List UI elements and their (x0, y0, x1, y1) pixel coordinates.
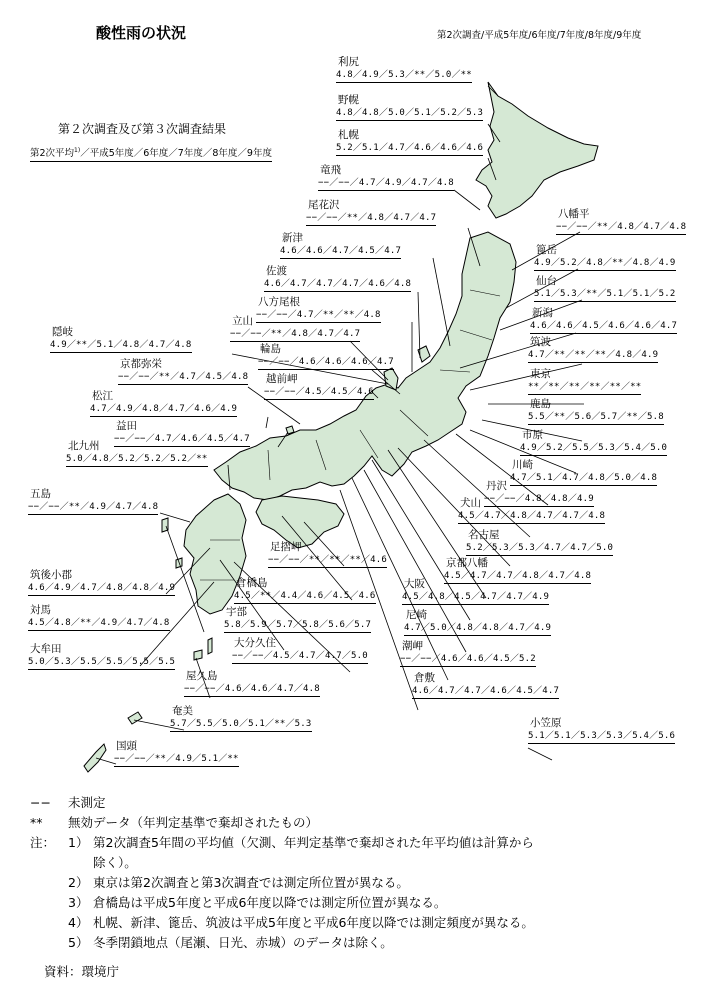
station-ashizuri (268, 541, 387, 568)
note-5 (30, 933, 534, 953)
station-name: 八幡平 (558, 208, 590, 220)
legend-text: 無効データ（年判定基準で棄却されたもの） (68, 815, 319, 830)
station-values: 4.6／4.7／4.7／4.7／4.6／4.8 (264, 278, 411, 292)
station-values: 5.1／5.3／**／5.1／5.1／5.2 (534, 288, 676, 302)
note-3 (30, 893, 534, 913)
station-rishiri (336, 56, 472, 83)
station-values: 4.8／4.9／5.3／**／5.0／** (336, 69, 472, 83)
station-inuyama (458, 497, 605, 524)
station-name: 奄美 (172, 705, 193, 717)
station-shionomisaki (400, 640, 536, 667)
station-kyotoyasaka (118, 358, 248, 385)
note-text-cont: 除く）。 (93, 855, 137, 870)
yakushima-island (194, 650, 202, 660)
survey-heading: 第２次調査及び第３次調査結果 (58, 122, 227, 136)
legend-text: 未測定 (68, 795, 106, 810)
survey-legend-post: ／平成5年度／6年度／7年度／8年度／9年度 (80, 148, 272, 159)
station-ogasawara (528, 717, 675, 744)
station-chikugo (28, 569, 175, 596)
station-name: 倉敷 (414, 672, 435, 684)
legend-key: ** (30, 815, 43, 830)
station-name: 仙台 (536, 275, 557, 287)
station-name: 対馬 (30, 604, 51, 616)
station-name: 尼崎 (406, 609, 427, 621)
legend-not-measured (30, 793, 534, 813)
station-name: 潮岬 (402, 640, 423, 652)
station-ichihara (520, 429, 667, 456)
station-values: 4.5／4.8／**／4.9／4.7／4.8 (28, 617, 170, 631)
station-name: 大阪 (404, 578, 425, 590)
station-name: 足摺岬 (270, 541, 302, 553)
station-values: 4.7／5.0／4.8／4.8／4.7／4.9 (404, 622, 551, 636)
station-values: 5.8／5.9／5.7／5.8／5.6／5.7 (224, 619, 371, 633)
station-values: 4.5／4.8／4.5／4.7／4.7／4.9 (402, 591, 549, 605)
station-name: 大分久住 (234, 637, 276, 649)
station-sado (264, 265, 411, 292)
station-yakushima (184, 670, 320, 697)
station-values: **／**／**／**／**／** (528, 381, 641, 395)
station-values: 4.6／4.6／4.7／4.5／4.7 (280, 245, 401, 259)
station-matsue (90, 390, 237, 417)
station-values: −−／−−／**／4.8／4.7／4.7 (230, 328, 360, 342)
note-number: 3） (68, 895, 89, 910)
station-name: 竜飛 (320, 164, 341, 176)
note-text: 第2次調査5年間の平均値（欠測、年判定基準で棄却された年平均値は計算から (93, 835, 534, 850)
note-1-cont (30, 853, 534, 873)
station-name: 川崎 (512, 459, 533, 471)
station-name: 犬山 (460, 497, 481, 509)
station-name: 佐渡 (266, 265, 287, 277)
notes-label: 注： (30, 835, 56, 850)
station-kashima (528, 398, 664, 425)
station-values: 5.7／5.5／5.0／5.1／**／5.3 (170, 718, 312, 732)
station-name: 小笠原 (530, 717, 562, 729)
station-values: 5.0／5.3／5.5／5.5／5.5／5.5 (28, 656, 175, 670)
station-name: 宇部 (226, 606, 247, 618)
station-values: −−／−−／**／4.7／4.5／4.8 (118, 371, 248, 385)
station-name: 利尻 (338, 56, 359, 68)
station-amami (170, 705, 312, 732)
station-values: −−／−−／4.6／4.6／4.5／5.2 (400, 653, 536, 667)
station-name: 市原 (522, 429, 543, 441)
station-kunigami (114, 740, 239, 767)
station-name: 益田 (116, 420, 137, 432)
station-oita (232, 637, 368, 664)
station-kurahashi (234, 577, 376, 604)
station-values: 4.9／**／5.1／4.8／4.7／4.8 (50, 339, 192, 353)
note-text: 札幌、新津、篦岳、筑波は平成5年度と平成6年度以降では測定頻度が異なる。 (93, 915, 534, 930)
survey-legend-sup: 1) (74, 146, 81, 154)
station-values: −−／−−／**／**／**／4.6 (268, 554, 387, 568)
station-name: 新津 (282, 232, 303, 244)
station-tappi (318, 164, 454, 191)
amami-island (128, 712, 142, 724)
station-values: −−／−−／4.7／4.9／4.7／4.8 (318, 177, 454, 191)
station-hachimantai (556, 208, 686, 235)
station-omuta (28, 643, 175, 670)
station-kurashiki (412, 672, 559, 699)
station-values: 4.6／4.6／4.5／4.6／4.6／4.7 (530, 320, 677, 334)
station-values: 4.7／4.9／4.8／4.7／4.6／4.9 (90, 403, 237, 417)
survey-legend-pre: 第2次平均 (30, 148, 75, 159)
station-values: 4.5／**／4.4／4.6／4.5／4.6 (234, 590, 376, 604)
station-sendai (534, 275, 676, 302)
station-tsushima (28, 604, 170, 631)
station-echizen (264, 373, 374, 400)
station-tsukuba (528, 336, 658, 363)
station-name: 越前岬 (266, 373, 298, 385)
station-amagasaki (404, 609, 551, 636)
station-name: 東京 (530, 368, 551, 380)
station-goto (28, 488, 158, 515)
station-name: 大牟田 (30, 643, 62, 655)
note-number: 2） (68, 875, 89, 890)
station-sapporo (336, 129, 483, 156)
source-credit: 資料：環境庁 (44, 964, 120, 979)
station-values: −−／−−／4.7／**／**／4.8 (256, 309, 381, 323)
station-values: −−／−−／4.6／4.6／4.7／4.8 (184, 683, 320, 697)
note-1 (30, 833, 534, 853)
station-values: 4.5／4.7／4.8／4.7／4.7／4.8 (458, 510, 605, 524)
station-takadake (534, 244, 676, 271)
survey-legend (30, 145, 272, 162)
station-niitsu (280, 232, 401, 259)
station-values: 5.0／4.8／5.2／5.2／5.2／** (66, 453, 208, 467)
okinawa-island (84, 744, 106, 772)
note-2 (30, 873, 534, 893)
station-name: 鹿島 (530, 398, 551, 410)
station-values: 5.2／5.3／5.3／4.7／4.7／5.0 (466, 542, 613, 556)
station-osaka (402, 578, 549, 605)
station-values: −−／−−／**／4.9／4.7／4.8 (28, 501, 158, 515)
station-nopporo (336, 94, 483, 121)
station-values: −−／−−／4.5／4.5／4.6 (264, 386, 374, 400)
station-tokyo (528, 368, 641, 395)
station-kitakyushu (66, 440, 208, 467)
station-name: 名古屋 (468, 529, 500, 541)
note-text: 冬季閉鎖地点（尾瀬、日光、赤城）のデータは除く。 (93, 935, 393, 950)
station-values: −−／−−／**／4.9／5.1／** (114, 753, 239, 767)
station-name: 丹沢 (486, 480, 507, 492)
station-values: 4.6／4.9／4.7／4.8／4.8／4.9 (28, 582, 175, 596)
station-name: 五島 (30, 488, 51, 500)
note-text: 東京は第2次調査と第3次調査では測定所位置が異なる。 (93, 875, 409, 890)
station-name: 八方尾根 (258, 296, 300, 308)
station-values: 4.7／5.1／4.7／4.8／5.0／4.8 (510, 472, 657, 486)
station-values: 5.5／**／5.6／5.7／**／5.8 (528, 411, 664, 425)
station-values: 4.9／5.2／5.5／5.3／5.4／5.0 (520, 442, 667, 456)
station-name: 尾花沢 (308, 199, 340, 211)
station-values: −−／−−／4.5／4.7／4.7／5.0 (232, 650, 368, 664)
station-name: 隠岐 (52, 326, 73, 338)
notes-section (30, 793, 534, 953)
station-ube (224, 606, 371, 633)
station-values: −−／−−／4.8／4.8／4.9 (484, 493, 594, 507)
station-name: 札幌 (338, 129, 359, 141)
station-name: 京都弥栄 (120, 358, 162, 370)
station-values: 4.7／**／**／**／4.8／4.9 (528, 349, 658, 363)
station-name: 筑波 (530, 336, 551, 348)
station-values: 4.9／5.2／4.8／**／4.8／4.9 (534, 257, 676, 271)
station-name: 筑後小郡 (30, 569, 72, 581)
station-values: 5.1／5.1／5.3／5.3／5.4／5.6 (528, 730, 675, 744)
station-name: 松江 (92, 390, 113, 402)
station-name: 京都八幡 (446, 557, 488, 569)
tanegashima-island (208, 638, 212, 654)
page-title: 酸性雨の状況 (96, 24, 187, 42)
station-values: 4.8／4.8／5.0／5.1／5.2／5.3 (336, 107, 483, 121)
station-values: 5.2／5.1／4.7／4.6／4.6／4.6 (336, 142, 483, 156)
legend-invalid (30, 813, 534, 833)
station-hanazawa (306, 199, 436, 226)
station-values: 4.6／4.7／4.7／4.6／4.5／4.7 (412, 685, 559, 699)
note-number: 4） (68, 915, 89, 930)
station-name: 倉橋島 (236, 577, 268, 589)
header-year-legend: 第2次調査/平成5年度/6年度/7年度/8年度/9年度 (437, 30, 642, 41)
legend-key: −− (30, 795, 51, 810)
station-oki (50, 326, 192, 353)
station-tateyama (230, 315, 360, 342)
station-name: 野幌 (338, 94, 359, 106)
station-niigata (530, 307, 677, 334)
station-nagoya (466, 529, 613, 556)
note-4 (30, 913, 534, 933)
station-wajima (258, 343, 394, 370)
station-values: −−／−−／**／4.8／4.7／4.8 (556, 221, 686, 235)
note-number: 5） (68, 935, 89, 950)
station-name: 国頭 (116, 740, 137, 752)
station-values: 4.5／4.7／4.7／4.8／4.7／4.8 (444, 570, 591, 584)
station-name: 篦岳 (536, 244, 557, 256)
note-text: 倉橋島は平成5年度と平成6年度以降では測定所位置が異なる。 (93, 895, 447, 910)
station-values: −−／−−／4.7／4.6／4.5／4.7 (114, 433, 250, 447)
station-name: 立山 (232, 315, 253, 327)
station-name: 新潟 (532, 307, 553, 319)
station-values: −−／−−／**／4.8／4.7／4.7 (306, 212, 436, 226)
hokkaido-island (476, 82, 598, 218)
station-name: 輪島 (260, 343, 281, 355)
station-values: −−／−−／4.6／4.6／4.6／4.7 (258, 356, 394, 370)
note-number: 1） (68, 835, 89, 850)
station-name: 北九州 (68, 440, 100, 452)
station-name: 屋久島 (186, 670, 218, 682)
